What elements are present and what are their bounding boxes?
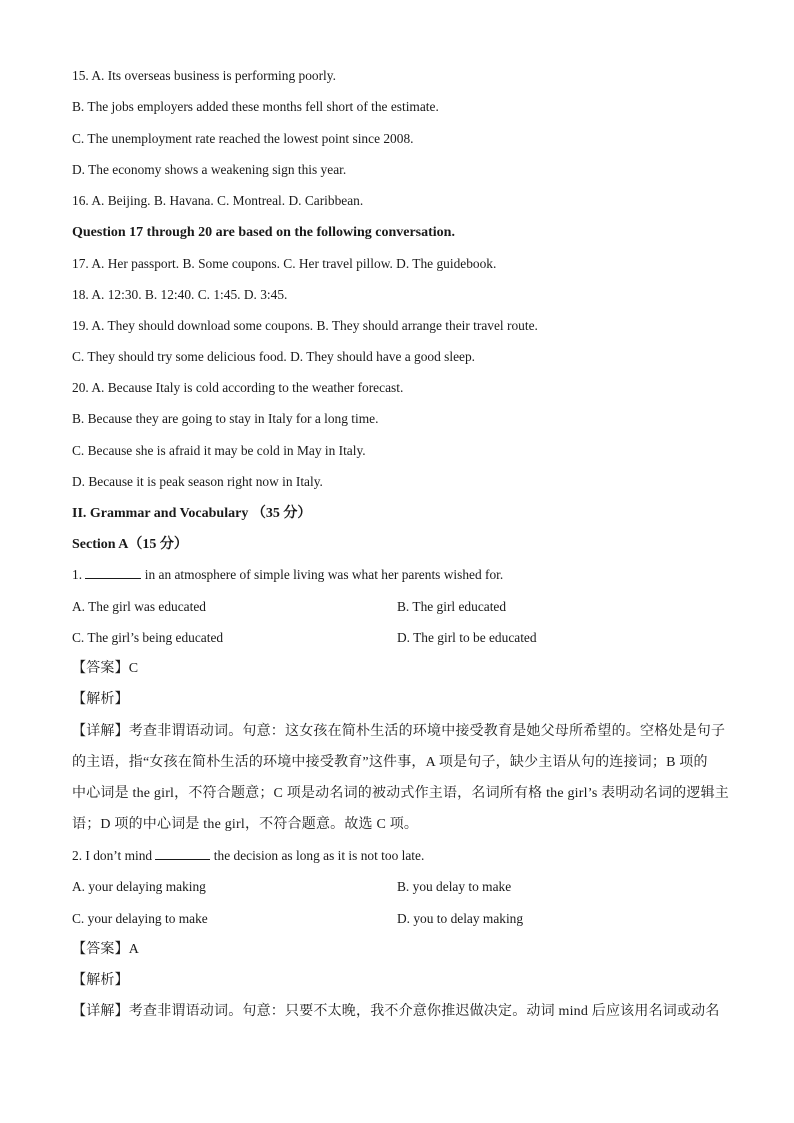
q15-option-a: 15. A. Its overseas business is performing poorly. bbox=[72, 68, 336, 83]
q15-option-b: B. The jobs employers added these months fell short of the estimate. bbox=[72, 99, 439, 114]
q1-answer: 【答案】C bbox=[72, 661, 139, 676]
q1-analysis-label: 【解析】 bbox=[72, 692, 129, 707]
q1-option-c: C. The girl’s being educated bbox=[72, 630, 224, 645]
section-a-heading: Section A（15 分） bbox=[72, 537, 188, 552]
q18-options: 18. A. 12:30. B. 12:40. C. 1:45. D. 3:45. bbox=[72, 287, 288, 302]
q16-options: 16. A. Beijing. B. Havana. C. Montreal. D. Caribbean. bbox=[72, 193, 364, 208]
q20-option-b: B. Because they are going to stay in Italy for a long time. bbox=[72, 411, 379, 426]
q1-blank bbox=[85, 566, 141, 579]
q15-option-c: C. The unemployment rate reached the lowest point since 2008. bbox=[72, 131, 414, 146]
q20-option-a: 20. A. Because Italy is cold according to the weather forecast. bbox=[72, 380, 404, 395]
q19-options-ab: 19. A. They should download some coupons. B. They should arrange their travel route. bbox=[72, 318, 538, 333]
q1-detail-line-1: 【详解】考查非谓语动词。句意：这女孩在简朴生活的环境中接受教育是她父母所希望的。空格处是句子 bbox=[72, 724, 726, 739]
grammar-q2-stem bbox=[72, 847, 424, 865]
q15-option-d: D. The economy shows a weakening sign this year. bbox=[72, 162, 347, 177]
q1-option-a: A. The girl was educated bbox=[72, 599, 206, 614]
q20-option-c: C. Because she is afraid it may be cold in May in Italy. bbox=[72, 443, 366, 458]
grammar-q1-stem bbox=[72, 566, 503, 584]
q19-options-cd: C. They should try some delicious food. D. They should have a good sleep. bbox=[72, 349, 476, 364]
q2-answer: 【答案】A bbox=[72, 942, 140, 957]
q2-option-c: C. your delaying to make bbox=[72, 911, 208, 926]
q2-option-d: D. you to delay making bbox=[397, 911, 524, 926]
q1-detail-line-4: 语；D 项的中心词是 the girl，不符合题意。故选 C 项。 bbox=[72, 817, 419, 832]
q1-stem-text: in an atmosphere of simple living was what her parents wished for. bbox=[141, 567, 504, 582]
q1-detail-line-2: 的主语，指“女孩在简朴生活的环境中接受教育”这件事，A 项是句子，缺少主语从句的连接词；B 项的 bbox=[72, 755, 708, 770]
q2-detail-line-1: 【详解】考查非谓语动词。句意：只要不太晚，我不介意你推迟做决定。动词 mind 后应该用名词或动名 bbox=[72, 1004, 720, 1019]
q17-options: 17. A. Her passport. B. Some coupons. C. Her travel pillow. D. The guidebook. bbox=[72, 256, 497, 271]
part2-heading: II. Grammar and Vocabulary （35 分） bbox=[72, 506, 312, 521]
q1-option-b: B. The girl educated bbox=[397, 599, 507, 614]
q2-option-b: B. you delay to make bbox=[397, 879, 512, 894]
q1-option-d: D. The girl to be educated bbox=[397, 630, 537, 645]
q2-analysis-label: 【解析】 bbox=[72, 973, 129, 988]
q1-detail-line-3: 中心词是 the girl，不符合题意；C 项是动名词的被动式作主语，名词所有格 the girl’s 表明动名词的逻辑主 bbox=[72, 786, 729, 801]
conversation-heading: Question 17 through 20 are based on the following conversation. bbox=[72, 225, 455, 240]
q2-blank bbox=[155, 847, 210, 860]
q2-option-a: A. your delaying making bbox=[72, 879, 206, 894]
q1-number: 1. bbox=[72, 567, 86, 582]
q2-stem-text: the decision as long as it is not too late. bbox=[210, 848, 425, 863]
q20-option-d: D. Because it is peak season right now in Italy. bbox=[72, 474, 323, 489]
q2-stem-start: 2. I don’t mind bbox=[72, 848, 156, 863]
